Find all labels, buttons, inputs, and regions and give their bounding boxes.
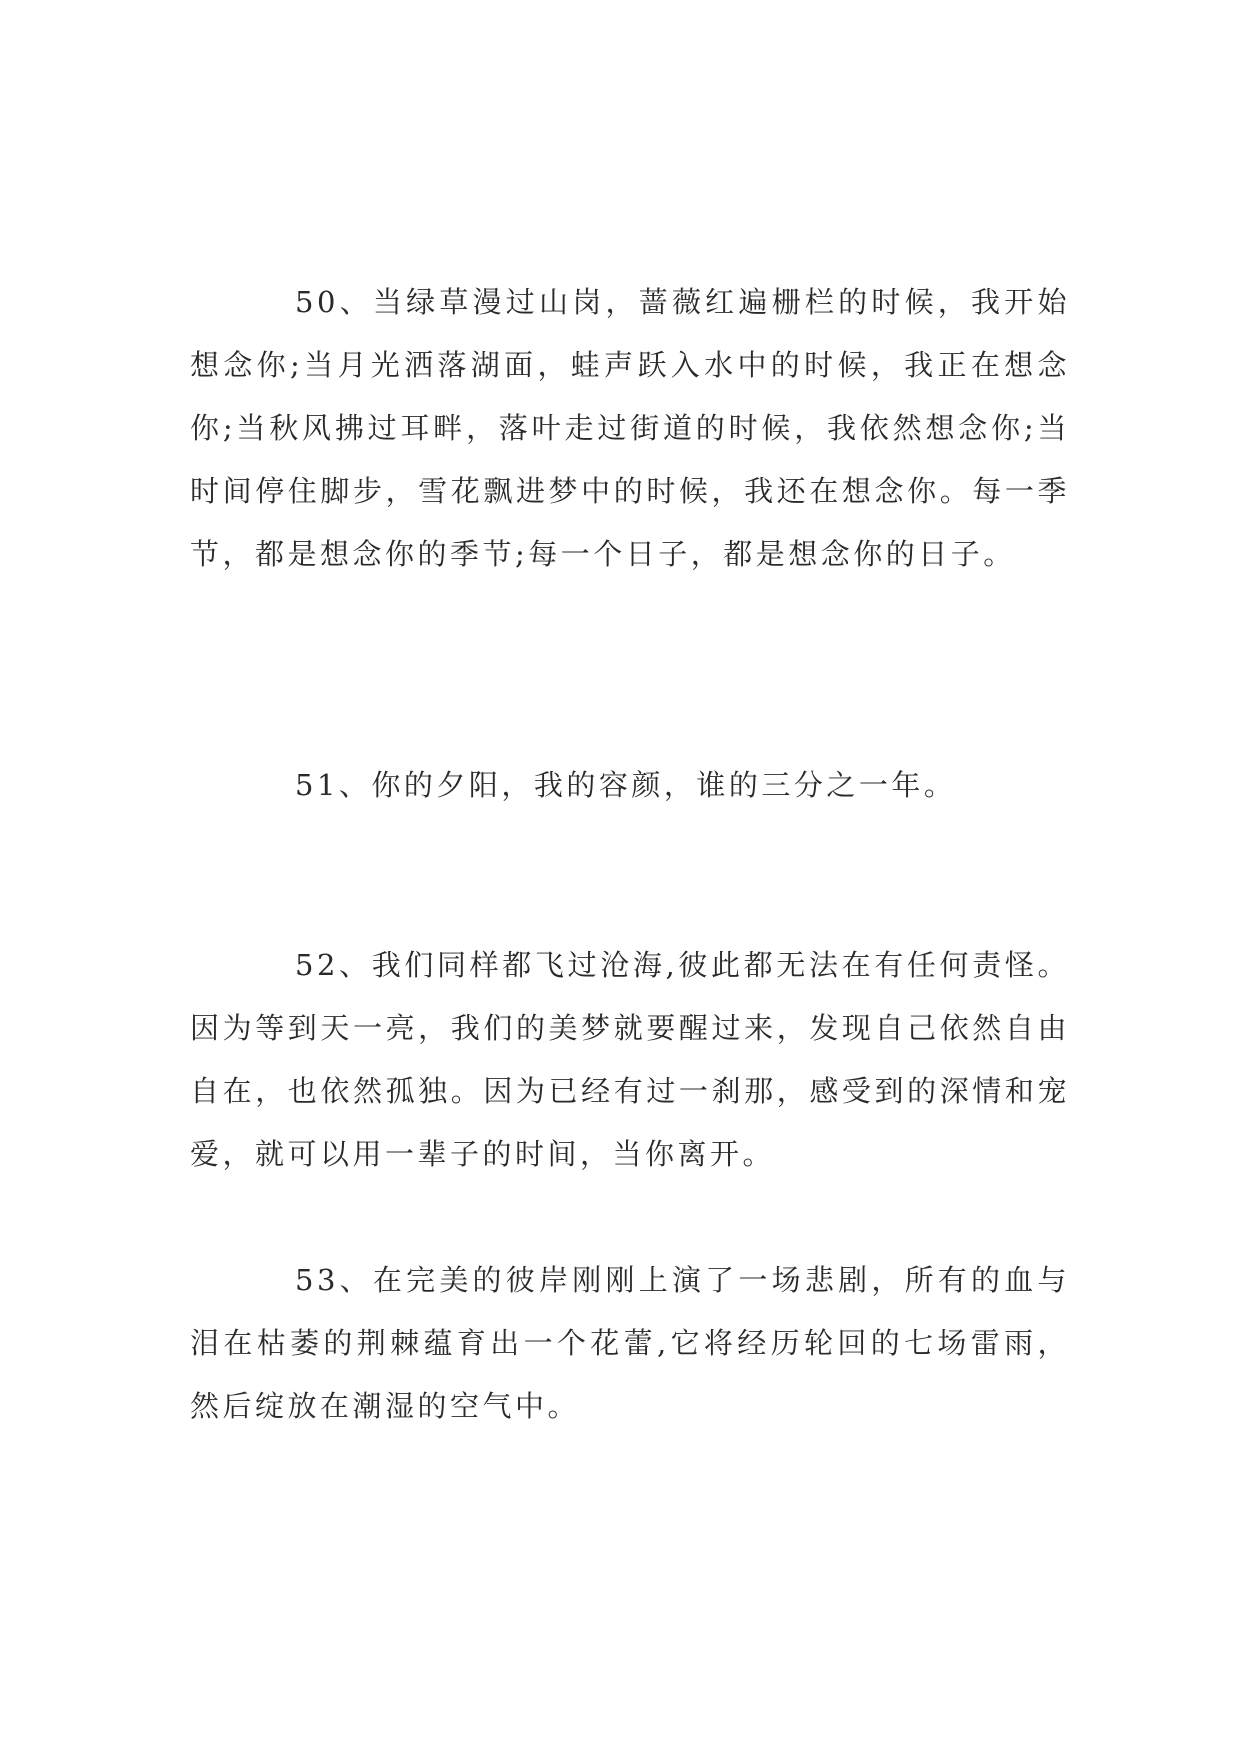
- paragraph-52: 52、我们同样都飞过沧海,彼此都无法在有任何责怪。因为等到天一亮，我们的美梦就要醒过来，发现自己依然自由自在，也依然孤独。因为已经有过一刹那，感受到的深情和宠爱，就可以用一辈子的时间，当你离开。: [190, 948, 1070, 1171]
- paragraph-53: 53、在完美的彼岸刚刚上演了一场悲剧，所有的血与泪在枯萎的荆棘蕴育出一个花蕾,它将经历轮回的七场雷雨，然后绽放在潮湿的空气中。: [190, 1263, 1070, 1423]
- paragraph-51: 51、你的夕阳，我的容颜，谁的三分之一年。: [295, 768, 957, 802]
- paragraph-50: 50、当绿草漫过山岗，蔷薇红遍栅栏的时候，我开始想念你;当月光洒落湖面，蛙声跃入水中的时候，我正在想念你;当秋风拂过耳畔，落叶走过街道的时候，我依然想念你;当时间停住脚步，雪花飘进梦中的时候，我还在想念你。每一季节，都是想念你的季节;每一个日子，都是想念你的日子。: [190, 285, 1070, 571]
